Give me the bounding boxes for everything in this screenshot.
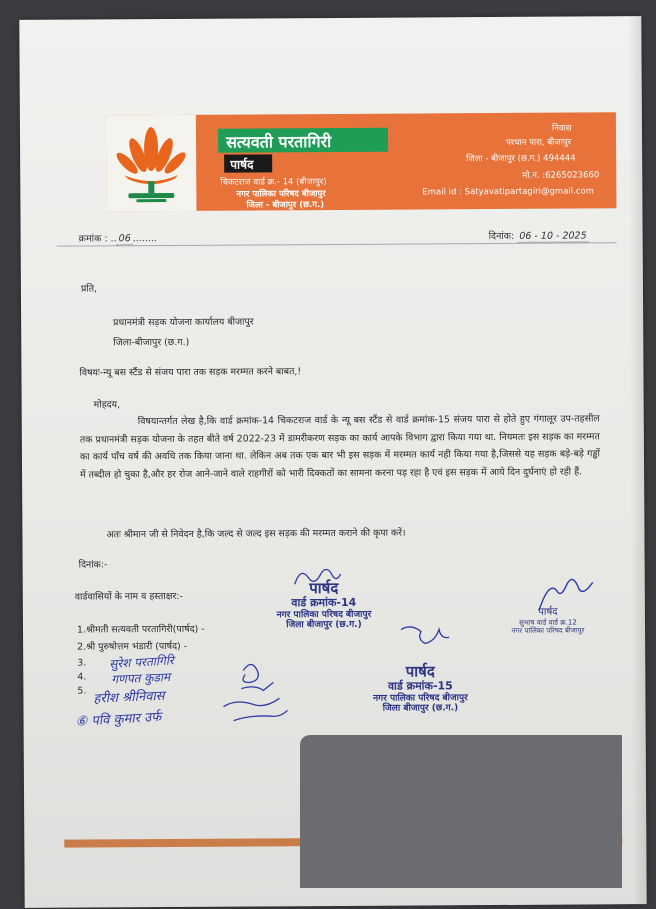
- stamp-ward12: पार्षद सुभाष वार्ड वार्ड क्र.12 नगर पालिका परिषद बीजापुर: [511, 606, 585, 635]
- salutation-to: प्रति,: [80, 283, 98, 295]
- email-address: Email id : Satyavatipartagiri@gmail.com: [422, 186, 595, 198]
- councillor-name: सत्यवती परतागिरी: [218, 128, 388, 153]
- list-item: 2.श्री पुरुषोत्तम भंडारी (पार्षद) -: [77, 640, 188, 653]
- date-field: दिनांक:-: [78, 559, 108, 571]
- list-item: 5.: [77, 685, 87, 697]
- handwritten-entry-4: गणपत कुडाम: [111, 669, 171, 687]
- greeting: मोहदय,: [93, 399, 121, 411]
- request-line: अतः श्रीमान जी से निवेदन है,कि जल्द से जल्द इस सड़क की मरम्मत कराने की कृपा करें।: [106, 527, 406, 541]
- handwritten-entry-3: सुरेश परतागिरि: [108, 653, 175, 672]
- residence-place: परधान पारा, बीजापुर: [506, 137, 572, 148]
- stamp-ward14: पार्षद वार्ड क्रमांक-14 नगर पालिका परिषद बीजापुर जिला बीजापुर (छ.ग.): [276, 578, 372, 631]
- logo-panel: [106, 115, 197, 212]
- list-item: 3.: [77, 657, 87, 669]
- residence-heading: निवास: [551, 123, 572, 134]
- handwritten-entry-5: हरीश श्रीनिवास: [93, 688, 165, 707]
- signatures-heading: वार्डवासियों के नाम व हस्ताक्षर:-: [74, 590, 183, 603]
- role-badge: पार्षद: [224, 154, 272, 172]
- signature-scribbles: [203, 636, 314, 737]
- list-item: 1.श्रीमती सत्यवती परतागिरी(पार्षद) -: [76, 623, 205, 636]
- subject-line: विषयः-न्यू बस स्टैंड से संजय पारा तक सड़क मरम्मत करने बाबत,!: [79, 366, 302, 379]
- reference-number: क्रमांक : .. 06 ........: [78, 233, 157, 245]
- signature-ward15: [395, 617, 455, 657]
- ward-line: चिकटराज वार्ड क्र.- 14 (बीजापुर): [220, 177, 327, 188]
- letterhead: [106, 112, 617, 211]
- handwritten-entry-6: ⑥ पवि कुमार उर्फ: [75, 709, 162, 730]
- reference-date: दिनांक: 06 - 10 - 2025: [489, 228, 589, 242]
- residence-pin: जिला - बीजापुर (छ.ग.) 494444: [466, 153, 576, 165]
- district-line: जिला - बीजापुर (छ.ग.): [246, 200, 325, 211]
- body-paragraph: विषयान्तर्गत लेख है,कि वार्ड क्रमांक-14 चिकटराज वार्ड के न्यू बस स्टैंड से वार्ड क्रमांक-15 संजय पारा से होते हुए गंगालूर उप-तहसील तक प्रधानमंत्री सड़क योजना के तहत बीते वर्ष 2022-23 में डामरीकरण सड़क का कार्य आपके विभाग द्वारा किया गया था. नियमतः इस सड़क का मरम्मत का कार्य पाँच वर्ष की अवधि तक किया जाना था. लेकिन अब तक एक बार भी इस सड़क में मरम्मत कार्य नही किया गया है,जिससे यह सड़क बड़े-बड़े गड्ढों में तब्दील हो चुका है,और हर रोज आने-जाने वाले राहगीरों को भारी दिक्कतों का सामना करना पड़ रहा है एवं इस सड़क में आये दिन दुर्घनाएं हो रही हैं.: [79, 413, 600, 481]
- addressee-line1: प्रधानमंत्री सड़क योजना कार्यालय बीजापुर: [113, 316, 254, 329]
- lotus-icon: [114, 121, 189, 205]
- stamp-ward15: पार्षद वार्ड क्रमांक-15 नगर पालिका परिषद बीजापुर जिला बीजापुर (छ.ग.): [373, 662, 468, 714]
- reference-line: [59, 228, 599, 245]
- page-shadow: [627, 16, 646, 904]
- redaction-block: [300, 735, 622, 888]
- list-item: 4.: [77, 671, 87, 683]
- mobile-number: मो.न. :6265023660: [522, 170, 600, 181]
- council-line: नगर पालिका परिषद बीजापुर: [236, 189, 326, 200]
- addressee-line2: जिला-बीजापुर (छ.ग.): [113, 336, 190, 349]
